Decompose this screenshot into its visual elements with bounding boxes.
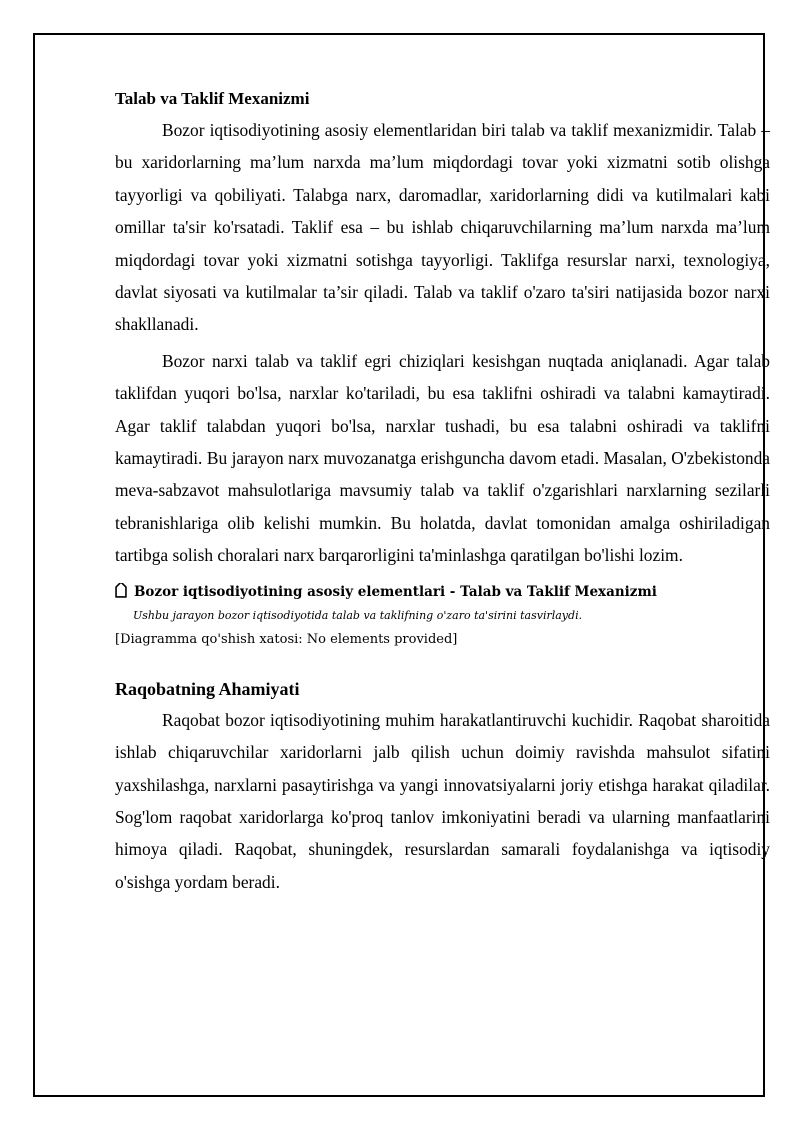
figure-caption-text: Bozor iqtisodiyotining asosiy elementlari - Talab va Taklif Mexanizmi [134,583,657,600]
paragraph-demand-supply-1: Bozor iqtisodiyotining asosiy elementlaridan biri talab va taklif mexanizmidir. Talab – bu xaridorlarning ma’lum narxda ma’lum miqdordagi tovar yoki xizmatni sotib olishga tayyorligi va qobiliyati. Talabga narx, daromadlar, xaridorlarning didi va kutilmalari kabi omillar ta'sir ko'rsatadi. Taklif esa – bu ishlab chiqaruvchilarning ma’lum narxda ma’lum miqdordagi tovar yoki xizmatni sotishga tayyorligi. Taklifga resurslar narxi, texnologiya, davlat siyosati va kutilmalar ta’sir qiladi. Talab va taklif o'zaro ta'siri natijasida bozor narxi shakllanadi. [115,120,770,335]
diagram-error-message: [Diagramma qo'shish xatosi: No elements provided] [115,631,458,647]
figure-caption [112,582,770,602]
section-heading-competition: Raqobatning Ahamiyati [115,678,300,699]
document-body [115,84,770,902]
spacer [115,650,770,674]
section-heading-demand-supply: Talab va Taklif Mexanizmi [115,89,310,108]
paragraph-demand-supply-2: Bozor narxi talab va taklif egri chiziqlari kesishgan nuqtada aniqlanadi. Agar talab taklifdan yuqori bo'lsa, narxlar ko'tariladi, bu esa taklifni oshiradi va talabni kamaytiradi. Agar taklif talabdan yuqori bo'lsa, narxlar tushadi, bu esa talabni oshiradi va taklifni kamaytiradi. Bu jarayon narx muvozanatga erishguncha davom etadi. Masalan, O'zbekistonda meva-sabzavot mahsulotlariga mavsumiy talab va taklif o'zgarishlari narxlarning sezilarli tebranishlariga olib kelishi mumkin. Bu holatda, davlat tomonidan amalga oshiriladigan tartibga solish choralari narx barqarorligini ta'minlashga qaratilgan bo'lishi lozim. [115,350,770,566]
paragraph-competition-1: Raqobat bozor iqtisodiyotining muhim harakatlantiruvchi kuchidir. Raqobat sharoitida ishlab chiqaruvchilar xaridorlarni jalb qilish uchun doimiy ravishda mahsulot sifatini yaxshilashga, narxlarni pasaytirishga va yangi innovatsiyalarni joriy etishga harakat qiladilar. Sog'lom raqobat xaridorlarga ko'proq tanlov imkoniyatini beradi va ularning manfaatlarini himoya qiladi. Raqobat, shuningdek, resurslardan samarali foydalanishga va iqtisodiy o'sishga yordam beradi. [115,709,770,892]
figure-description: Ushbu jarayon bozor iqtisodiyotida talab va taklifning o'zaro ta'sirini tasvirlaydi. [133,608,583,622]
tag-icon [112,583,130,601]
